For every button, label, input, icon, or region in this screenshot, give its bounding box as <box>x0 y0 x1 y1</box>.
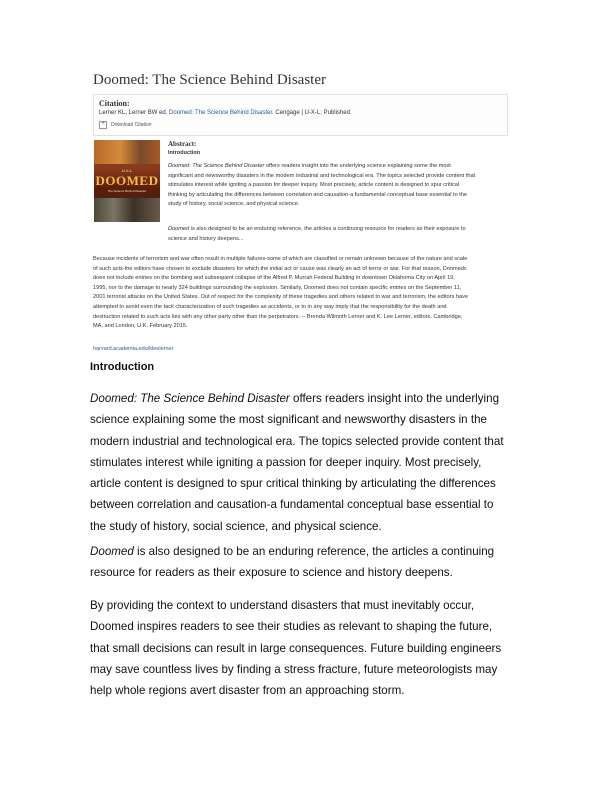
text-line: of such acts-the editors have chosen to exclude disasters for which the initial act or cause was clearly an act of terror or war. For that reason, Doomedc <box>93 265 467 272</box>
cover-top-band <box>94 140 160 164</box>
text-line: between correlation and causation-a fundamental conceptual base essential to <box>90 498 494 512</box>
text-line: does not include entries on the bombing and subsequent collapse of the Alfred P. Murrah Federal Building in downtown Oklahoma City on April 19, <box>93 275 455 282</box>
text-line: that small decisions can result in large consequences. Future building engineers <box>90 641 502 655</box>
intro-heading: Introduction <box>90 361 155 373</box>
abstract-heading: Abstract: <box>168 140 197 148</box>
text-line: attempted to avoid even the tacit characterization of such tragedies as accidents, or to in any way imply that the responsibility for the death and <box>93 303 447 310</box>
italic-title: Doomed <box>168 226 190 232</box>
page-title: Doomed: The Science Behind Disaster <box>93 72 326 88</box>
cover-title: DOOMED <box>95 173 159 188</box>
text-line: Doomed is also designed to be an enduring reference, the articles a continuing resource for readers as their exposure to <box>168 226 466 232</box>
text-line: Doomed: The Science Behind Disaster offers readers insight into the underlying <box>90 392 500 405</box>
text-line: Doomed inspires readers to see their studies as relevant to shaping the future, <box>90 620 493 634</box>
text-line: Doomed: The Science Behind Disaster offers readers insight into the underlying science explaining some the most <box>168 163 451 169</box>
text-line: study of history, social science, and physical science. <box>168 201 300 208</box>
citation-label: Citation: <box>99 99 130 108</box>
cover-bottom-band <box>94 198 160 222</box>
text-line: may save countless lives by finding a stress fracture, future meteorologists may <box>90 662 498 676</box>
italic-title: Doomed <box>90 545 134 558</box>
source-link[interactable]: harvard.academia.edu/kleelerner <box>93 346 174 352</box>
abstract-paragraph-2 <box>168 225 466 244</box>
abstract-paragraph-1 <box>168 162 475 210</box>
italic-title: Doomed: The Science Behind Disaster <box>168 163 265 169</box>
text-line: science explaining some the most significant and newsworthy disasters in the <box>90 413 487 427</box>
citation-publisher: . Cengage | U-X-L; Published. <box>272 110 352 116</box>
intro-paragraph-3 <box>90 595 501 701</box>
abstract-subheading: Introduction <box>168 150 201 156</box>
text-line: Because incidents of terrorism and war often result in multiple failures-some of which are classified or remain unknown because of the nature and scale <box>93 256 468 262</box>
text-line: resource for readers as their exposure to science and history deepens. <box>90 566 453 580</box>
text-line: Doomed is also designed to be an enduring reference, the articles a continuing <box>90 545 495 558</box>
text-line: stimulates interest while igniting a passion for deeper inquiry. Most precisely, <box>90 455 482 469</box>
text-line: article content is designed to spur critical thinking by articulating the differences <box>90 477 496 491</box>
book-cover-image <box>94 140 160 222</box>
text-line: stimulates interest while igniting a passion for deeper inquiry. Most precisely, article content is designed to spur critical <box>168 182 460 189</box>
text-line: thinking by articulating the differences between correlation and causation-a fundamental conceptual base essential to the <box>168 191 468 198</box>
citation-authors: Lerner KL, Lerner BW ed. <box>99 110 170 116</box>
intro-paragraph-2 <box>90 541 494 584</box>
intro-paragraph-1 <box>90 388 504 537</box>
text-line: significant and newsworthy disasters in the modern industrial and technological era. The topics selected provide content that <box>168 172 476 179</box>
abstract-paragraph-3 <box>93 255 468 332</box>
text-line: By providing the context to understand disasters that must inevitably occur, <box>90 599 475 612</box>
text-line: 1995, nor to the damage to nearly 324 buildings surrounding the explosion. Similarly, Doomed does not contain specific entries on the September 11, <box>93 284 462 291</box>
download-citation-label: Download Citation <box>111 122 152 128</box>
citation-title-link[interactable]: Doomed: The Science Behind Disaster <box>169 110 272 116</box>
text-line: modern industrial and technological era. The topics selected provide content that <box>90 434 504 448</box>
citation-box <box>93 94 508 136</box>
plus-icon: + <box>99 121 107 129</box>
cover-subtitle: The Science Behind Disaster <box>107 189 147 193</box>
citation-text <box>99 110 352 116</box>
text-line: science and history deepens... <box>168 235 244 242</box>
text-line: MA, and London, U.K. February 2015. <box>93 323 188 330</box>
cover-series: U-X-L <box>121 168 133 173</box>
download-citation-button[interactable] <box>99 121 152 129</box>
italic-title: Doomed: The Science Behind Disaster <box>90 392 290 405</box>
text-line: 2001 terrorist attacks on the United States. Out of respect for the complexity of these tragedies and others related to war and terrorism, the editors have <box>93 294 468 301</box>
text-line: help whole regions avert disaster from an approaching storm. <box>90 684 405 698</box>
text-line: destruction related to such acts lies with any other party other than the perpetrators. -- Brenda Wilmoth Lerner and K. Lee Lerner, editors. Cambridge, <box>93 313 463 320</box>
text-line: the study of history, social science, and physical science. <box>90 519 382 533</box>
